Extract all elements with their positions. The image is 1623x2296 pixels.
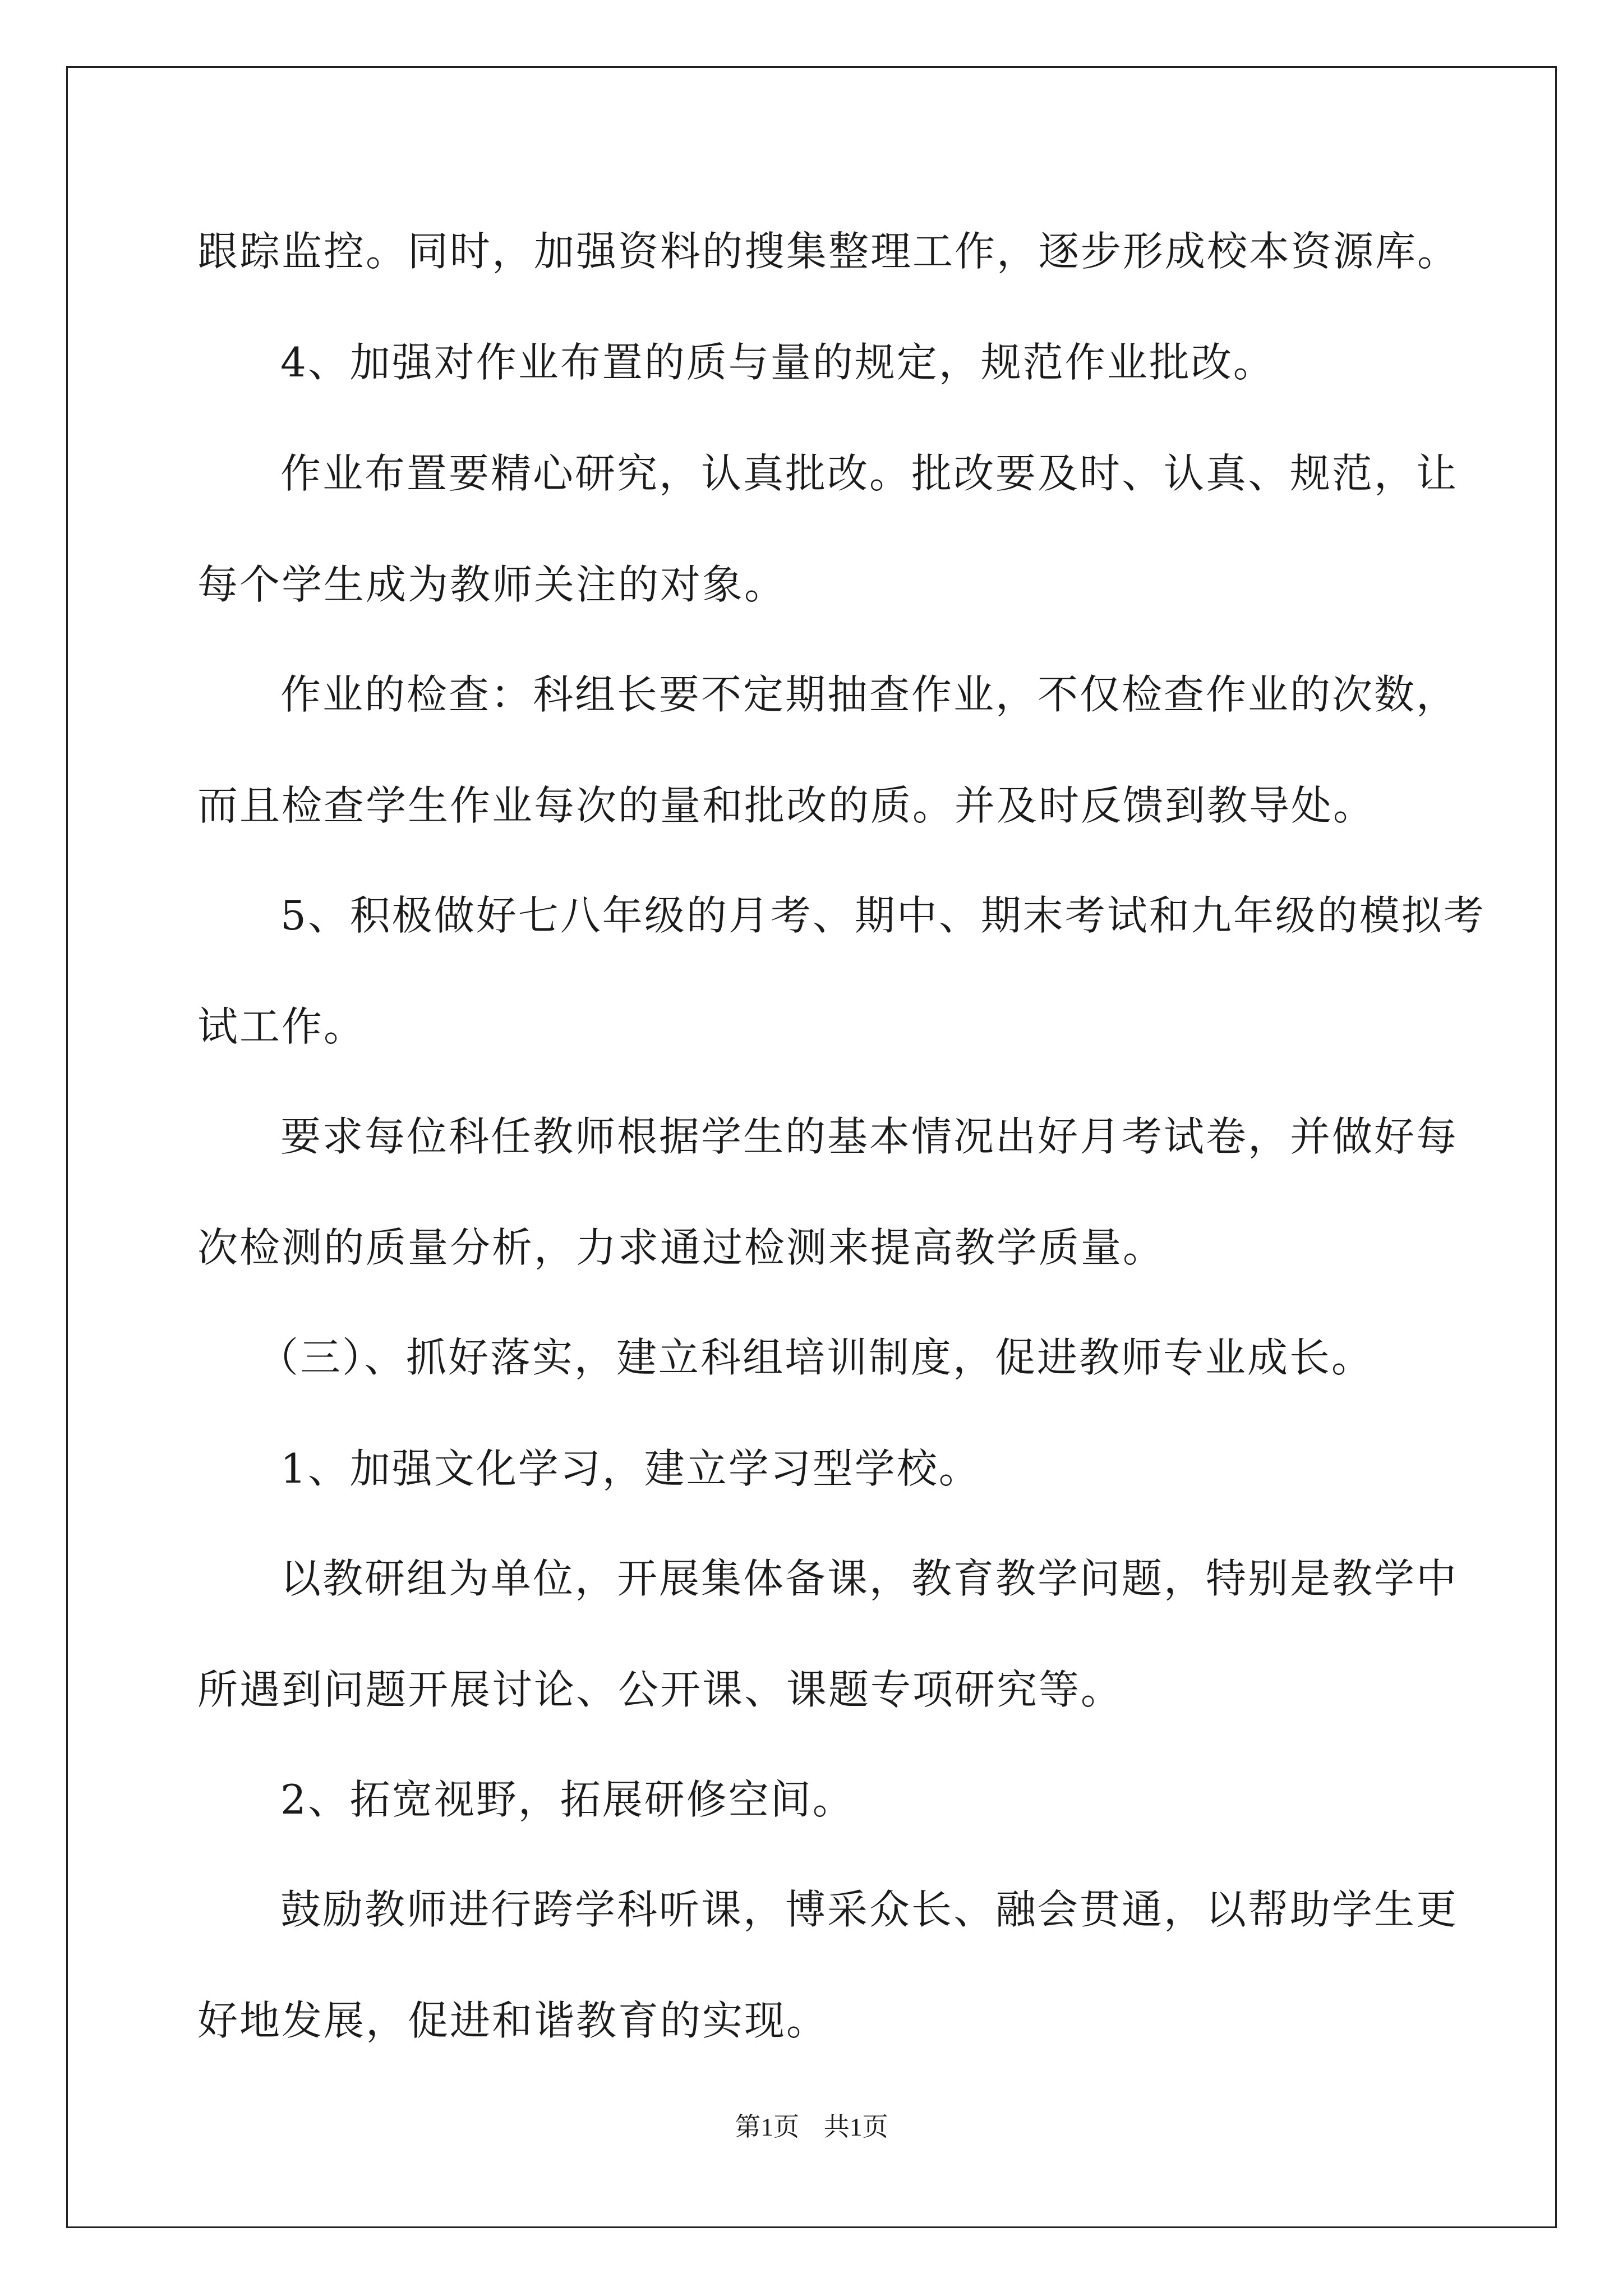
section-heading: （三）、抓好落实，建立科组培训制度，促进教师专业成长。: [258, 1334, 1374, 1381]
body-line-13: 以教研组为单位，开展集体备课，教育教学问题，特别是教学中: [280, 1555, 1459, 1602]
page-footer: [0, 2110, 1623, 2144]
body-line-6: 而且检查学生作业每次的量和批改的质。并及时反馈到教导处。: [197, 782, 1376, 829]
body-line-8: 试工作。: [197, 1003, 366, 1050]
page-number-current: 第1页: [735, 2113, 800, 2141]
body-line-16: 鼓励教师进行跨学科听课，博采众长、融会贯通，以帮助学生更: [280, 1886, 1459, 1933]
body-line-10: 次检测的质量分析，力求通过检测来提高教学质量。: [197, 1224, 1165, 1271]
page-number-total: 共1页: [823, 2113, 888, 2141]
body-line-5: 作业的检查：科组长要不定期抽查作业，不仅检查作业的次数，: [280, 671, 1459, 718]
body-line-9: 要求每位科任教师根据学生的基本情况出好月考试卷，并做好每: [280, 1113, 1459, 1160]
body-line-17: 好地发展，促进和谐教育的实现。: [197, 1997, 829, 2044]
body-line-3: 作业布置要精心研究，认真批改。批改要及时、认真、规范，让: [280, 450, 1459, 497]
body-line-2: 4、加强对作业布置的质与量的规定，规范作业批改。: [280, 339, 1275, 386]
body-line-1: 跟踪监控。同时，加强资料的搜集整理工作，逐步形成校本资源库。: [197, 228, 1460, 275]
body-line-15: 2、拓宽视野，拓展研修空间。: [280, 1776, 855, 1823]
body-line-7: 5、积极做好七八年级的月考、期中、期末考试和九年级的模拟考: [280, 892, 1486, 939]
body-line-14: 所遇到问题开展讨论、公开课、课题专项研究等。: [197, 1666, 1123, 1713]
body-line-4: 每个学生成为教师关注的对象。: [197, 561, 787, 608]
body-line-12: 1、加强文化学习，建立学习型学校。: [280, 1445, 981, 1492]
